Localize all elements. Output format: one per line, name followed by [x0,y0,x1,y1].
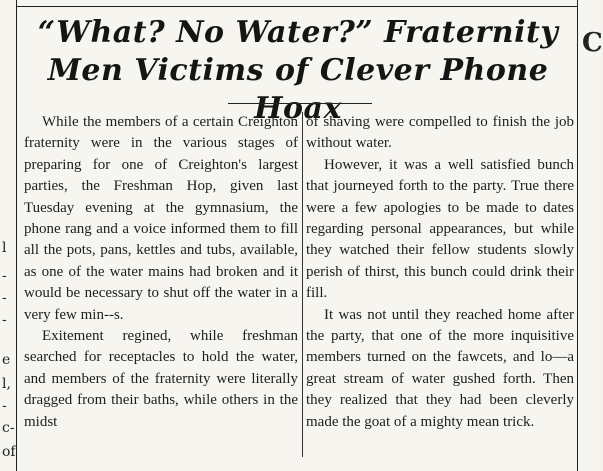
article-column-1 [24,112,298,433]
adjacent-column-fragment-left [0,0,17,471]
paragraph: It was not until they reached home after the party, that one of the more inquisitive members turned on the fawcets, and lo—a great stream of water gushed forth. Then they realized that they had been cleverly made the goat of a mighty mean trick. [306,306,574,430]
article-column-2 [306,112,574,433]
margin-fragment: l [2,240,7,256]
margin-fragment: - [2,290,7,306]
top-rule [16,6,578,7]
margin-fragment: - [2,312,7,328]
adjacent-column-fragment-right [577,0,603,471]
margin-fragment: - [2,398,7,414]
margin-fragment: l, [2,376,11,392]
headline-line-2: Men Victims of Clever Phone Hoax [47,53,549,126]
margin-fragment: of [2,444,16,460]
headline-line-1: “What? No Water?” Fraternity [37,15,559,50]
paragraph: However, it was a well satisfied bunch that journeyed forth to the party. True there were a few apologies to be made to dates regarding personal appearances, but while they watched their fellow students slowly perish of thirst, this bunch could drink their fill. [306,156,574,302]
margin-fragment: C [582,28,603,58]
headline-rule [228,103,372,104]
paragraph: Exitement regined, while freshman searched for receptacles to hold the water, and members of the fraternity were literally dragged from their baths, while others in the midst [24,328,298,430]
paragraph: While the members of a certain Creighton fraternity were in the various stages of preparing for one of Creighton's largest parties, the Freshman Hop, given last Tuesday evening at the gymnasium, the phone rang and a voice informed them to fill all the pots, pans, kettles and tubs, available, as one of the water mains had broken and it would be necessary to shut off the water in a very few min--s. [24,114,298,323]
margin-fragment: e [2,352,11,368]
headline [18,14,578,128]
column-divider [302,112,303,457]
margin-fragment: - [2,268,7,284]
margin-fragment: c- [2,420,15,436]
paragraph: of shaving were compelled to finish the job without water. [306,114,574,152]
